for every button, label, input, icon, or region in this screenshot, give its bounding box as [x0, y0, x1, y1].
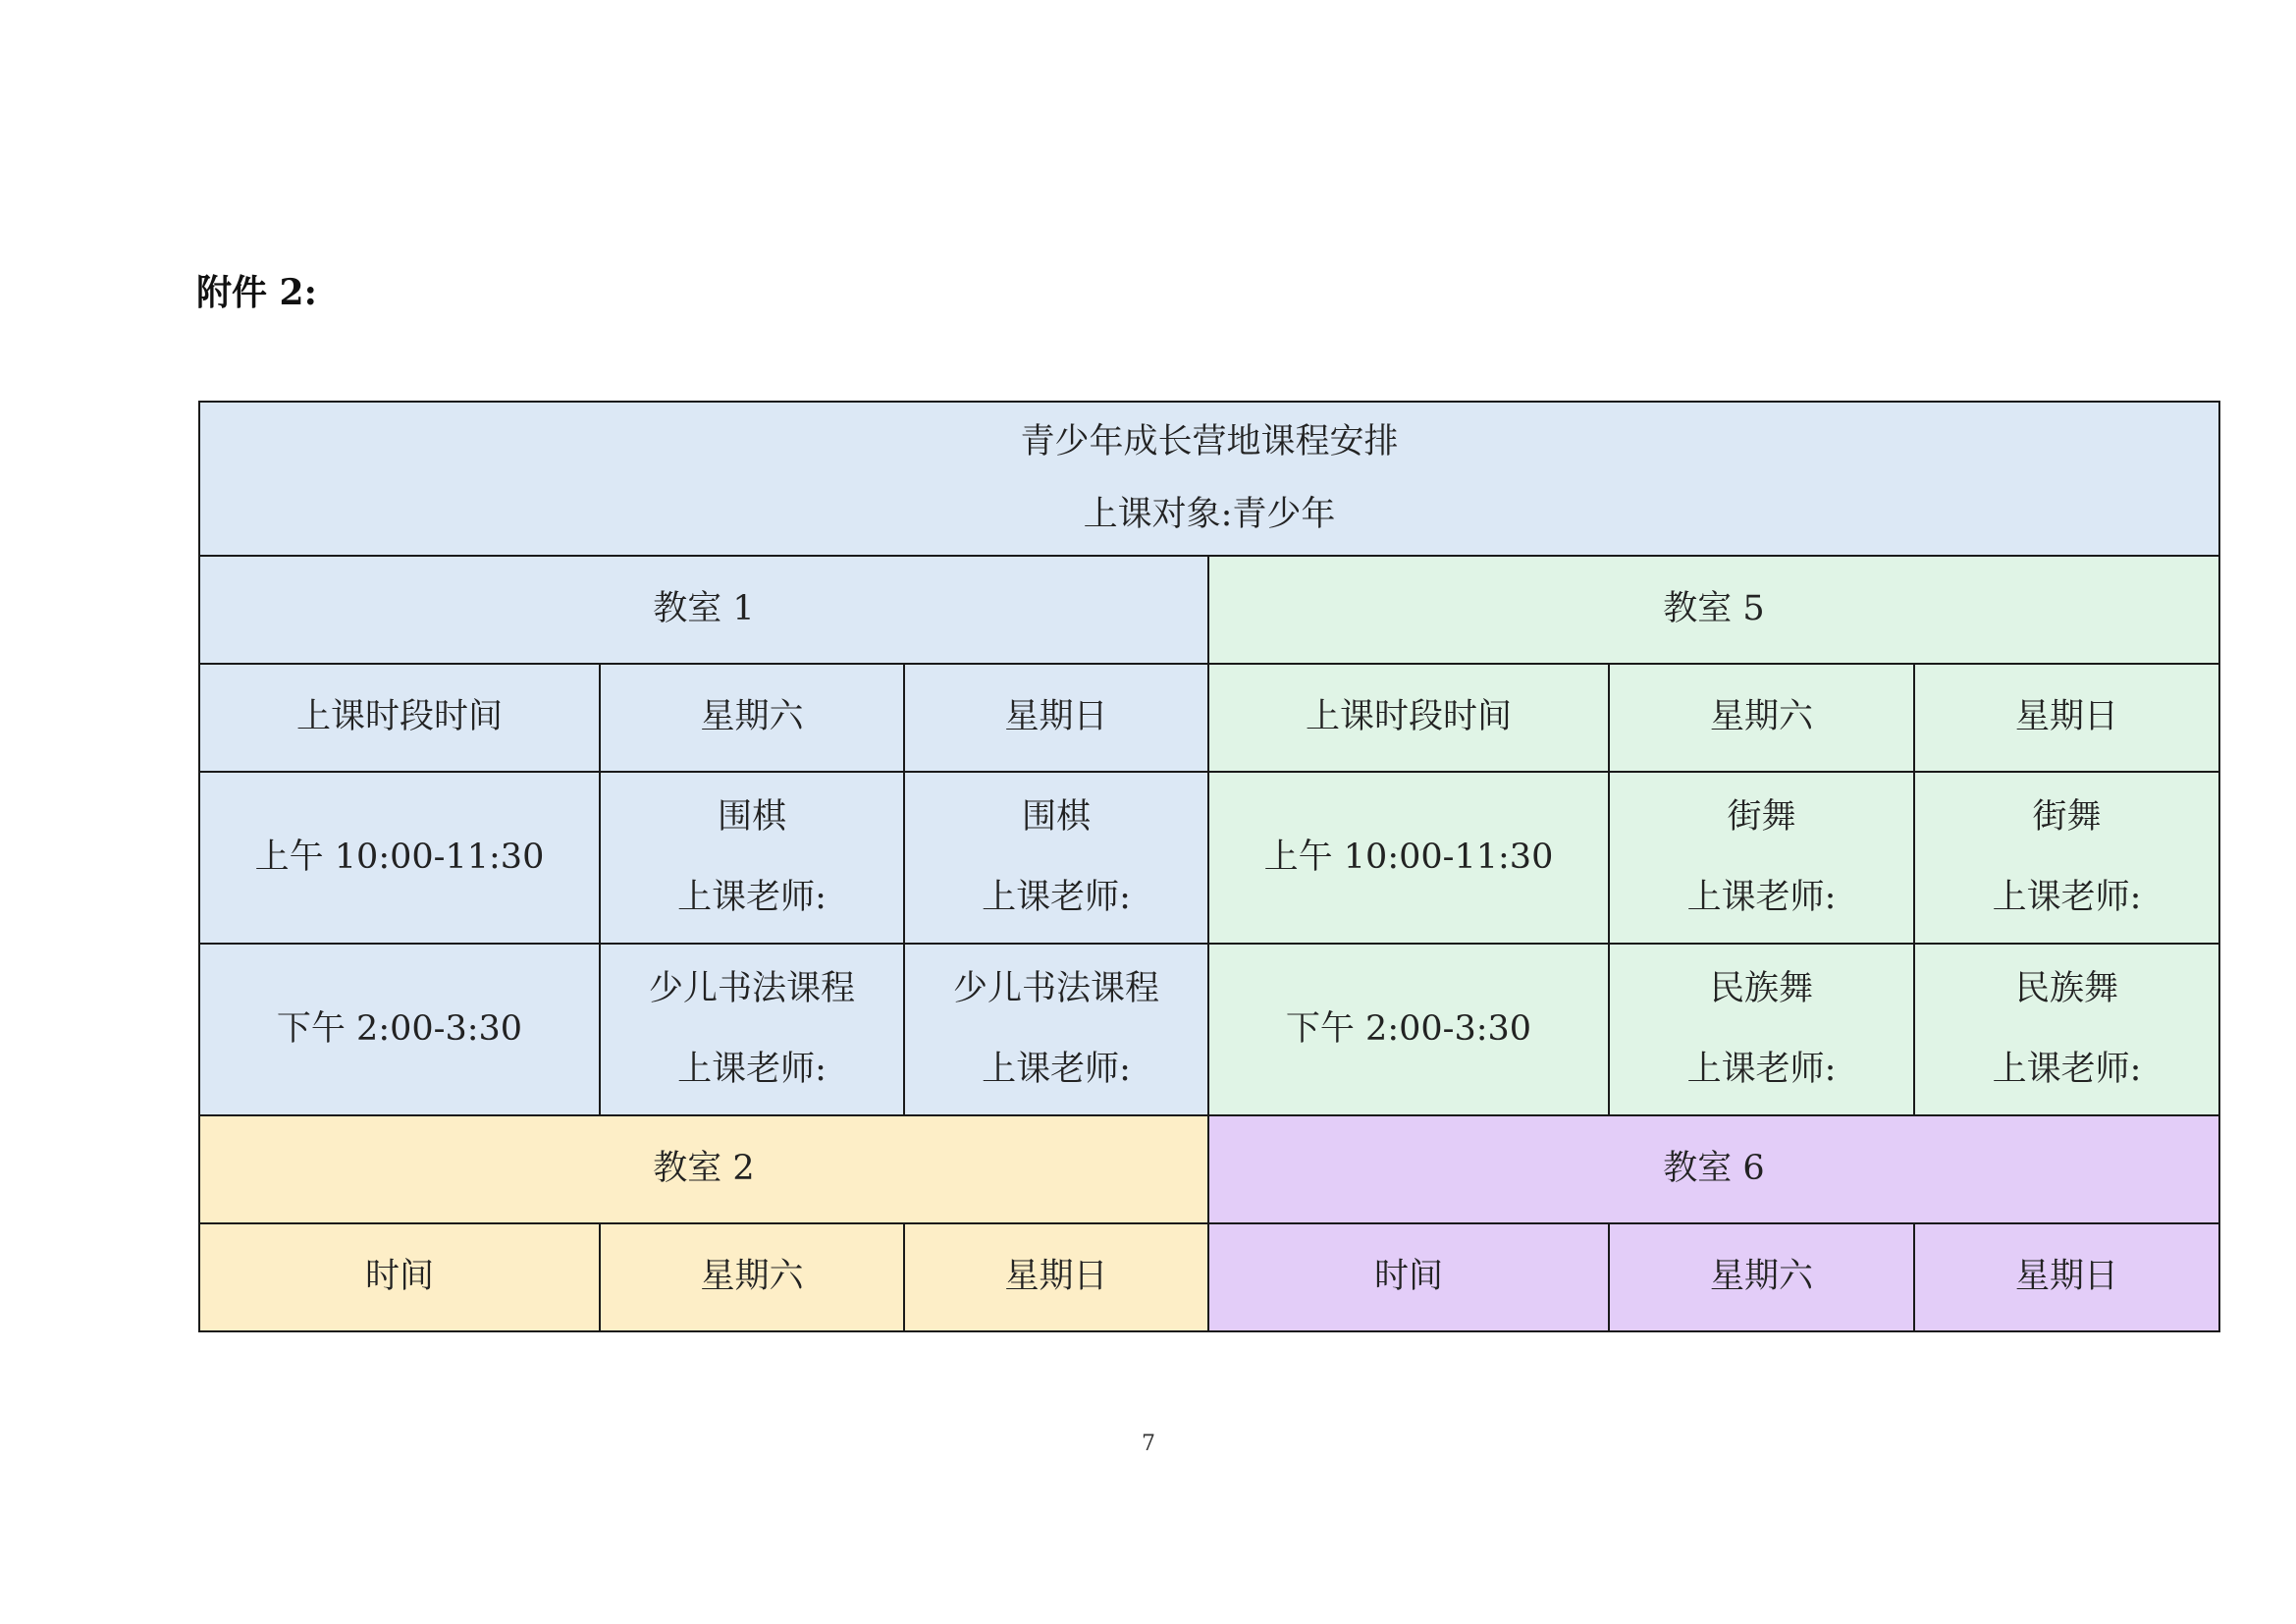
room5-morning-saturday [1609, 772, 1914, 944]
table-title-cell [199, 402, 2219, 556]
room5-header-saturday: 星期六 [1609, 664, 1914, 772]
room6-header-time: 时间 [1208, 1223, 1609, 1331]
room1-header-time: 上课时段时间 [199, 664, 600, 772]
column-header-row-top [199, 664, 2219, 772]
room6-title: 教室 6 [1208, 1115, 2219, 1223]
room5-afternoon-saturday [1609, 944, 1914, 1115]
teacher-label: 上课老师: [677, 1049, 827, 1089]
page-number: 7 [1142, 1432, 1155, 1456]
course-schedule-table [198, 401, 2220, 1332]
room1-header-saturday: 星期六 [600, 664, 904, 772]
room2-header-saturday: 星期六 [600, 1223, 904, 1331]
room5-header-sunday: 星期日 [1914, 664, 2219, 772]
teacher-label: 上课老师: [1686, 877, 1837, 917]
teacher-label: 上课老师: [1992, 1049, 2142, 1089]
table-row [199, 944, 2219, 1115]
room-header-row-bottom [199, 1115, 2219, 1223]
table-title: 青少年成长营地课程安排 [1020, 421, 1399, 461]
course-name: 少儿书法课程 [648, 968, 855, 1008]
room1-afternoon-sunday [904, 944, 1208, 1115]
time-slot-label: 上午 10:00-11:30 [254, 837, 545, 877]
room5-afternoon-sunday [1914, 944, 2219, 1115]
course-name: 少儿书法课程 [952, 968, 1159, 1008]
room1-morning-time [199, 772, 600, 944]
teacher-label: 上课老师: [1686, 1049, 1837, 1089]
teacher-label: 上课老师: [982, 1049, 1131, 1089]
room1-afternoon-time [199, 944, 600, 1115]
course-name: 民族舞 [1709, 968, 1813, 1008]
time-slot-label: 下午 2:00-3:30 [1285, 1008, 1532, 1049]
attachment-label: 附件 2: [196, 272, 317, 313]
teacher-label: 上课老师: [1992, 877, 2142, 917]
room5-morning-time [1208, 772, 1609, 944]
room2-header-time: 时间 [199, 1223, 600, 1331]
room5-morning-sunday [1914, 772, 2219, 944]
room1-header-sunday: 星期日 [904, 664, 1208, 772]
course-name: 民族舞 [2015, 968, 2119, 1008]
room2-title: 教室 2 [199, 1115, 1208, 1223]
course-name: 围棋 [1021, 796, 1091, 837]
room1-morning-sunday [904, 772, 1208, 944]
room6-header-sunday: 星期日 [1914, 1223, 2219, 1331]
course-name: 围棋 [717, 796, 786, 837]
room6-header-saturday: 星期六 [1609, 1223, 1914, 1331]
table-row [199, 772, 2219, 944]
room-header-row-top [199, 556, 2219, 664]
room2-header-sunday: 星期日 [904, 1223, 1208, 1331]
column-header-row-bottom [199, 1223, 2219, 1331]
table-title-row [199, 402, 2219, 556]
course-name: 街舞 [1727, 796, 1796, 837]
room1-afternoon-saturday [600, 944, 904, 1115]
time-slot-label: 下午 2:00-3:30 [276, 1008, 523, 1049]
room5-header-time: 上课时段时间 [1208, 664, 1609, 772]
teacher-label: 上课老师: [677, 877, 827, 917]
table-audience: 上课对象:青少年 [1083, 494, 1336, 534]
room1-title: 教室 1 [199, 556, 1208, 664]
course-name: 街舞 [2032, 796, 2102, 837]
teacher-label: 上课老师: [982, 877, 1131, 917]
room5-afternoon-time [1208, 944, 1609, 1115]
room5-title: 教室 5 [1208, 556, 2219, 664]
room1-morning-saturday [600, 772, 904, 944]
time-slot-label: 上午 10:00-11:30 [1263, 837, 1554, 877]
